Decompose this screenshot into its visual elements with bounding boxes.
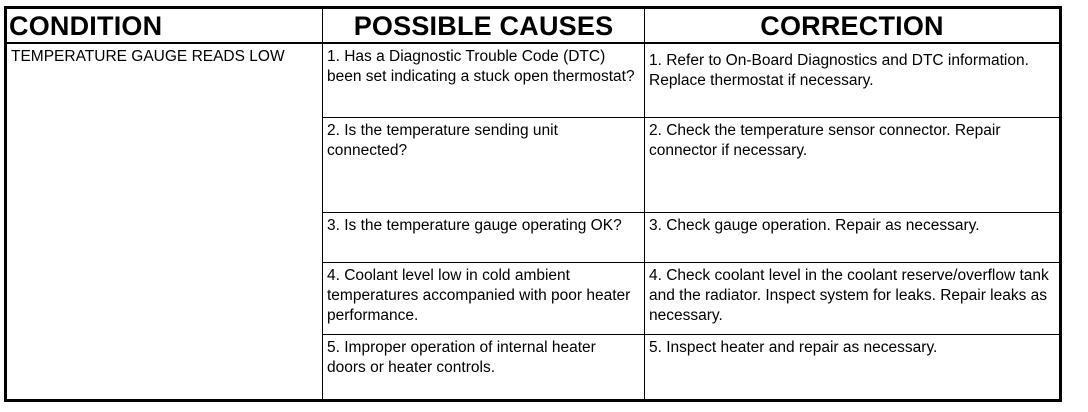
diagnosis-table <box>4 6 1062 402</box>
header-possible-causes: POSSIBLE CAUSES <box>323 9 645 44</box>
correction-cell-2: 2. Check the temperature sensor connector. Repair connector if necessary. <box>645 118 1059 213</box>
correction-cell-1: 1. Refer to On-Board Diagnostics and DTC information. Replace thermostat if necessary. <box>645 44 1059 118</box>
cause-cell-2: 2. Is the temperature sending unit connected? <box>323 118 645 213</box>
header-correction: CORRECTION <box>645 9 1059 44</box>
correction-cell-5: 5. Inspect heater and repair as necessary. <box>649 339 938 356</box>
cause-cell-5: 5. Improper operation of internal heater doors or heater controls. <box>323 335 645 399</box>
cause-cell-1: 1. Has a Diagnostic Trouble Code (DTC) been set indicating a stuck open thermostat? <box>323 44 645 118</box>
correction-cell-4: 4. Check coolant level in the coolant reserve/overflow tank and the radiator. Inspect system for leaks. Repair leaks as necessary. <box>645 263 1059 335</box>
correction-cell-3: 3. Check gauge operation. Repair as necessary. <box>645 213 1059 263</box>
header-condition: CONDITION <box>7 9 323 44</box>
cause-cell-3: 3. Is the temperature gauge operating OK? <box>323 213 645 263</box>
condition-cell: TEMPERATURE GAUGE READS LOW <box>7 44 323 399</box>
cause-cell-4: 4. Coolant level low in cold ambient temperatures accompanied with poor heater performance. <box>323 263 645 335</box>
